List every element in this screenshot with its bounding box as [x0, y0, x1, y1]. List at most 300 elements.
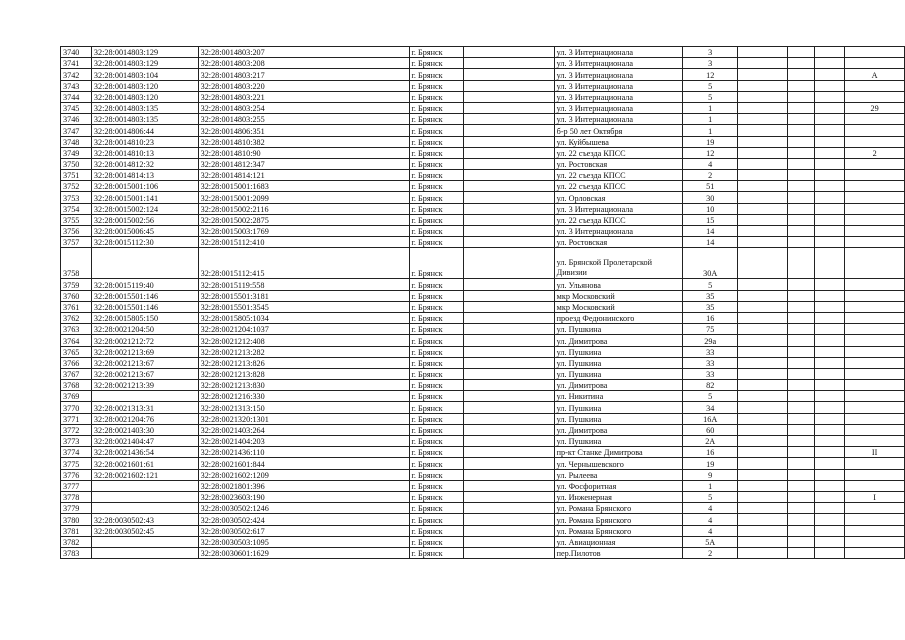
empty-cell: [787, 170, 814, 181]
row-number-cell: 3777: [61, 480, 92, 491]
table-row: [61, 91, 905, 102]
cadastral-number-cell: 32:28:0021213:826: [198, 357, 409, 368]
row-number-cell: 3779: [61, 503, 92, 514]
old-cadastral-number-cell: 32:28:0015006:45: [91, 226, 198, 237]
street-cell: ул. Ульянова: [554, 279, 683, 290]
city-cell: г. Брянск: [409, 424, 464, 435]
empty-cell: [787, 237, 814, 248]
old-cadastral-number-cell: 32:28:0021313:31: [91, 402, 198, 413]
extra-cell: [845, 380, 905, 391]
empty-cell: [738, 214, 788, 225]
house-number-cell: 33: [683, 368, 738, 379]
empty-cell: [464, 279, 554, 290]
table-row: [61, 47, 905, 58]
table-row: [61, 312, 905, 323]
table-row: [61, 69, 905, 80]
cadastral-number-cell: 32:28:0015001:2099: [198, 192, 409, 203]
house-number-cell: 2: [683, 170, 738, 181]
street-cell: мкр Московский: [554, 301, 683, 312]
street-cell: ул. 3 Интернационала: [554, 102, 683, 113]
extra-cell: II: [845, 447, 905, 458]
old-cadastral-number-cell: 32:28:0015002:124: [91, 203, 198, 214]
extra-cell: [845, 368, 905, 379]
row-number-cell: 3776: [61, 469, 92, 480]
row-number-cell: 3761: [61, 301, 92, 312]
city-cell: г. Брянск: [409, 47, 464, 58]
house-number-cell: 9: [683, 469, 738, 480]
extra-cell: [845, 503, 905, 514]
house-number-cell: 12: [683, 147, 738, 158]
empty-cell: [814, 547, 845, 558]
street-cell: ул. Никитина: [554, 391, 683, 402]
empty-cell: [738, 147, 788, 158]
cadastral-number-cell: 32:28:0015119:558: [198, 279, 409, 290]
empty-cell: [814, 237, 845, 248]
house-number-cell: 16: [683, 447, 738, 458]
extra-cell: [845, 536, 905, 547]
street-cell: ул. 3 Интернационала: [554, 69, 683, 80]
row-number-cell: 3768: [61, 380, 92, 391]
city-cell: г. Брянск: [409, 69, 464, 80]
house-number-cell: 1: [683, 114, 738, 125]
empty-cell: [464, 158, 554, 169]
city-cell: г. Брянск: [409, 80, 464, 91]
old-cadastral-number-cell: 32:28:0014810:23: [91, 136, 198, 147]
row-number-cell: 3774: [61, 447, 92, 458]
old-cadastral-number-cell: 32:28:0015002:56: [91, 214, 198, 225]
house-number-cell: 2: [683, 547, 738, 558]
empty-cell: [738, 47, 788, 58]
city-cell: г. Брянск: [409, 436, 464, 447]
row-number-cell: 3783: [61, 547, 92, 558]
house-number-cell: 10: [683, 203, 738, 214]
row-number-cell: 3766: [61, 357, 92, 368]
city-cell: г. Брянск: [409, 324, 464, 335]
empty-cell: [464, 357, 554, 368]
empty-cell: [464, 125, 554, 136]
empty-cell: [787, 192, 814, 203]
city-cell: г. Брянск: [409, 226, 464, 237]
table-row: [61, 491, 905, 502]
house-number-cell: 1: [683, 125, 738, 136]
house-number-cell: 5: [683, 491, 738, 502]
house-number-cell: 34: [683, 402, 738, 413]
empty-cell: [738, 312, 788, 323]
empty-cell: [464, 469, 554, 480]
old-cadastral-number-cell: 32:28:0021213:67: [91, 357, 198, 368]
empty-cell: [787, 181, 814, 192]
street-cell: ул. Пушкина: [554, 368, 683, 379]
old-cadastral-number-cell: 32:28:0015805:150: [91, 312, 198, 323]
row-number-cell: 3759: [61, 279, 92, 290]
empty-cell: [814, 391, 845, 402]
cadastral-number-cell: 32:28:0014803:208: [198, 58, 409, 69]
empty-cell: [464, 346, 554, 357]
old-cadastral-number-cell: 32:28:0021403:30: [91, 424, 198, 435]
street-cell: проезд Федюнинского: [554, 312, 683, 323]
extra-cell: [845, 279, 905, 290]
empty-cell: [787, 248, 814, 279]
extra-cell: [845, 357, 905, 368]
row-number-cell: 3743: [61, 80, 92, 91]
empty-cell: [787, 125, 814, 136]
house-number-cell: 30: [683, 192, 738, 203]
street-cell: ул. Ростовская: [554, 237, 683, 248]
city-cell: г. Брянск: [409, 380, 464, 391]
cadastral-number-cell: 32:28:0021801:396: [198, 480, 409, 491]
empty-cell: [464, 413, 554, 424]
house-number-cell: 51: [683, 181, 738, 192]
row-number-cell: 3772: [61, 424, 92, 435]
old-cadastral-number-cell: 32:28:0015001:141: [91, 192, 198, 203]
table-row: [61, 447, 905, 458]
empty-cell: [464, 69, 554, 80]
empty-cell: [814, 69, 845, 80]
table-row: [61, 80, 905, 91]
row-number-cell: 3749: [61, 147, 92, 158]
street-cell: ул. Пушкина: [554, 324, 683, 335]
street-cell: ул. 22 съезда КПСС: [554, 214, 683, 225]
street-cell: ул. Рылеева: [554, 469, 683, 480]
empty-cell: [814, 58, 845, 69]
street-cell: ул. Романа Брянского: [554, 503, 683, 514]
cadastral-number-cell: 32:28:0015112:410: [198, 237, 409, 248]
empty-cell: [738, 491, 788, 502]
street-cell: ул. 3 Интернационала: [554, 80, 683, 91]
row-number-cell: 3751: [61, 170, 92, 181]
empty-cell: [738, 301, 788, 312]
empty-cell: [787, 536, 814, 547]
city-cell: г. Брянск: [409, 214, 464, 225]
table-row: [61, 547, 905, 558]
street-cell: б-р 50 лет Октября: [554, 125, 683, 136]
empty-cell: [787, 514, 814, 525]
row-number-cell: 3760: [61, 290, 92, 301]
row-number-cell: 3769: [61, 391, 92, 402]
empty-cell: [738, 226, 788, 237]
empty-cell: [738, 248, 788, 279]
extra-cell: [845, 91, 905, 102]
city-cell: г. Брянск: [409, 514, 464, 525]
table-row: [61, 469, 905, 480]
extra-cell: [845, 480, 905, 491]
street-cell: ул. 3 Интернационала: [554, 114, 683, 125]
row-number-cell: 3752: [61, 181, 92, 192]
empty-cell: [464, 514, 554, 525]
extra-cell: [845, 214, 905, 225]
cadastral-number-cell: 32:28:0030502:424: [198, 514, 409, 525]
table-row: [61, 525, 905, 536]
row-number-cell: 3741: [61, 58, 92, 69]
house-number-cell: 4: [683, 158, 738, 169]
empty-cell: [787, 47, 814, 58]
empty-cell: [814, 368, 845, 379]
empty-cell: [814, 147, 845, 158]
extra-cell: [845, 525, 905, 536]
empty-cell: [464, 424, 554, 435]
empty-cell: [738, 357, 788, 368]
empty-cell: [814, 536, 845, 547]
city-cell: г. Брянск: [409, 413, 464, 424]
cadastral-number-cell: 32:28:0030502:617: [198, 525, 409, 536]
empty-cell: [787, 525, 814, 536]
empty-cell: [787, 69, 814, 80]
city-cell: г. Брянск: [409, 312, 464, 323]
extra-cell: [845, 402, 905, 413]
empty-cell: [464, 226, 554, 237]
empty-cell: [814, 214, 845, 225]
cadastral-number-cell: 32:28:0014814:121: [198, 170, 409, 181]
row-number-cell: 3742: [61, 69, 92, 80]
house-number-cell: 30А: [683, 248, 738, 279]
extra-cell: [845, 312, 905, 323]
table-row: [61, 301, 905, 312]
empty-cell: [464, 368, 554, 379]
extra-cell: [845, 301, 905, 312]
street-cell: ул. 3 Интернационала: [554, 226, 683, 237]
empty-cell: [787, 368, 814, 379]
cadastral-number-cell: 32:28:0015002:2875: [198, 214, 409, 225]
empty-cell: [738, 114, 788, 125]
empty-cell: [738, 136, 788, 147]
empty-cell: [814, 324, 845, 335]
city-cell: г. Брянск: [409, 114, 464, 125]
empty-cell: [787, 357, 814, 368]
city-cell: г. Брянск: [409, 368, 464, 379]
empty-cell: [787, 391, 814, 402]
old-cadastral-number-cell: 32:28:0021601:61: [91, 458, 198, 469]
city-cell: г. Брянск: [409, 203, 464, 214]
table-row: [61, 324, 905, 335]
house-number-cell: 2А: [683, 436, 738, 447]
house-number-cell: 35: [683, 301, 738, 312]
city-cell: г. Брянск: [409, 102, 464, 113]
empty-cell: [814, 102, 845, 113]
street-cell: ул. Романа Брянского: [554, 514, 683, 525]
table-row: [61, 380, 905, 391]
empty-cell: [814, 125, 845, 136]
table-row: [61, 147, 905, 158]
house-number-cell: 60: [683, 424, 738, 435]
old-cadastral-number-cell: 32:28:0014803:129: [91, 58, 198, 69]
city-cell: г. Брянск: [409, 170, 464, 181]
empty-cell: [738, 181, 788, 192]
old-cadastral-number-cell: [91, 503, 198, 514]
empty-cell: [787, 301, 814, 312]
table-row: [61, 125, 905, 136]
old-cadastral-number-cell: [91, 547, 198, 558]
house-number-cell: 15: [683, 214, 738, 225]
cadastral-number-cell: 32:28:0014806:351: [198, 125, 409, 136]
empty-cell: [814, 469, 845, 480]
table-row: [61, 480, 905, 491]
empty-cell: [814, 413, 845, 424]
empty-cell: [787, 424, 814, 435]
extra-cell: [845, 80, 905, 91]
empty-cell: [738, 447, 788, 458]
house-number-cell: 5А: [683, 536, 738, 547]
extra-cell: [845, 335, 905, 346]
empty-cell: [738, 402, 788, 413]
empty-cell: [738, 324, 788, 335]
city-cell: г. Брянск: [409, 335, 464, 346]
extra-cell: [845, 237, 905, 248]
city-cell: г. Брянск: [409, 290, 464, 301]
street-cell: ул. Пушкина: [554, 346, 683, 357]
cadastral-number-cell: 32:28:0015003:1769: [198, 226, 409, 237]
old-cadastral-number-cell: 32:28:0014806:44: [91, 125, 198, 136]
empty-cell: [787, 503, 814, 514]
house-number-cell: 4: [683, 525, 738, 536]
table-row: [61, 346, 905, 357]
house-number-cell: 14: [683, 226, 738, 237]
cadastral-number-cell: 32:28:0021320:1301: [198, 413, 409, 424]
empty-cell: [814, 301, 845, 312]
extra-cell: [845, 58, 905, 69]
empty-cell: [738, 424, 788, 435]
extra-cell: [845, 170, 905, 181]
street-cell: мкр Московский: [554, 290, 683, 301]
old-cadastral-number-cell: [91, 480, 198, 491]
house-number-cell: 75: [683, 324, 738, 335]
empty-cell: [738, 413, 788, 424]
city-cell: г. Брянск: [409, 91, 464, 102]
city-cell: г. Брянск: [409, 181, 464, 192]
row-number-cell: 3778: [61, 491, 92, 502]
table-row: [61, 458, 905, 469]
city-cell: г. Брянск: [409, 136, 464, 147]
street-cell: ул. 3 Интернационала: [554, 91, 683, 102]
empty-cell: [464, 301, 554, 312]
city-cell: г. Брянск: [409, 248, 464, 279]
extra-cell: [845, 226, 905, 237]
city-cell: г. Брянск: [409, 357, 464, 368]
old-cadastral-number-cell: 32:28:0014810:13: [91, 147, 198, 158]
cadastral-number-cell: 32:28:0021602:1209: [198, 469, 409, 480]
house-number-cell: 4: [683, 503, 738, 514]
empty-cell: [738, 237, 788, 248]
empty-cell: [787, 203, 814, 214]
house-number-cell: 5: [683, 391, 738, 402]
table-row: [61, 424, 905, 435]
extra-cell: 29: [845, 102, 905, 113]
empty-cell: [738, 503, 788, 514]
street-cell: ул. Орловская: [554, 192, 683, 203]
old-cadastral-number-cell: 32:28:0015501:146: [91, 301, 198, 312]
row-number-cell: 3763: [61, 324, 92, 335]
row-number-cell: 3780: [61, 514, 92, 525]
row-number-cell: 3782: [61, 536, 92, 547]
table-row: [61, 58, 905, 69]
empty-cell: [814, 436, 845, 447]
cadastral-number-cell: 32:28:0021313:150: [198, 402, 409, 413]
extra-cell: [845, 547, 905, 558]
empty-cell: [787, 447, 814, 458]
empty-cell: [814, 80, 845, 91]
cadastral-number-cell: 32:28:0021404:203: [198, 436, 409, 447]
empty-cell: [464, 214, 554, 225]
extra-cell: 2: [845, 147, 905, 158]
house-number-cell: 33: [683, 357, 738, 368]
street-cell: ул. Ростовская: [554, 158, 683, 169]
house-number-cell: 4: [683, 514, 738, 525]
empty-cell: [738, 380, 788, 391]
street-cell: ул. Авиационная: [554, 536, 683, 547]
empty-cell: [464, 114, 554, 125]
row-number-cell: 3762: [61, 312, 92, 323]
house-number-cell: 5: [683, 91, 738, 102]
extra-cell: [845, 413, 905, 424]
row-number-cell: 3757: [61, 237, 92, 248]
house-number-cell: 1: [683, 102, 738, 113]
row-number-cell: 3747: [61, 125, 92, 136]
house-number-cell: 14: [683, 237, 738, 248]
empty-cell: [464, 447, 554, 458]
empty-cell: [464, 91, 554, 102]
table-row: [61, 368, 905, 379]
empty-cell: [814, 402, 845, 413]
empty-cell: [464, 324, 554, 335]
empty-cell: [787, 413, 814, 424]
old-cadastral-number-cell: 32:28:0030502:43: [91, 514, 198, 525]
empty-cell: [787, 335, 814, 346]
table-row: [61, 536, 905, 547]
empty-cell: [464, 102, 554, 113]
old-cadastral-number-cell: [91, 536, 198, 547]
extra-cell: [845, 192, 905, 203]
table-row: [61, 503, 905, 514]
cadastral-number-cell: 32:28:0015002:2116: [198, 203, 409, 214]
row-number-cell: 3756: [61, 226, 92, 237]
old-cadastral-number-cell: 32:28:0021213:67: [91, 368, 198, 379]
empty-cell: [464, 80, 554, 91]
empty-cell: [738, 480, 788, 491]
old-cadastral-number-cell: [91, 491, 198, 502]
empty-cell: [738, 158, 788, 169]
records-table-body: [61, 47, 905, 559]
empty-cell: [464, 47, 554, 58]
street-cell: ул. Чернышевского: [554, 458, 683, 469]
empty-cell: [787, 114, 814, 125]
house-number-cell: 16: [683, 312, 738, 323]
empty-cell: [464, 335, 554, 346]
house-number-cell: 3: [683, 58, 738, 69]
empty-cell: [787, 380, 814, 391]
empty-cell: [787, 346, 814, 357]
empty-cell: [787, 290, 814, 301]
empty-cell: [738, 436, 788, 447]
empty-cell: [464, 136, 554, 147]
row-number-cell: 3753: [61, 192, 92, 203]
cadastral-number-cell: 32:28:0021204:1037: [198, 324, 409, 335]
old-cadastral-number-cell: 32:28:0015501:146: [91, 290, 198, 301]
extra-cell: [845, 158, 905, 169]
empty-cell: [464, 536, 554, 547]
extra-cell: [845, 290, 905, 301]
empty-cell: [814, 458, 845, 469]
old-cadastral-number-cell: 32:28:0021204:76: [91, 413, 198, 424]
table-row: [61, 181, 905, 192]
empty-cell: [738, 525, 788, 536]
empty-cell: [814, 335, 845, 346]
empty-cell: [787, 480, 814, 491]
empty-cell: [814, 248, 845, 279]
row-number-cell: 3750: [61, 158, 92, 169]
records-table: [60, 46, 905, 559]
street-cell: ул. Куйбышева: [554, 136, 683, 147]
table-row: [61, 279, 905, 290]
empty-cell: [464, 237, 554, 248]
